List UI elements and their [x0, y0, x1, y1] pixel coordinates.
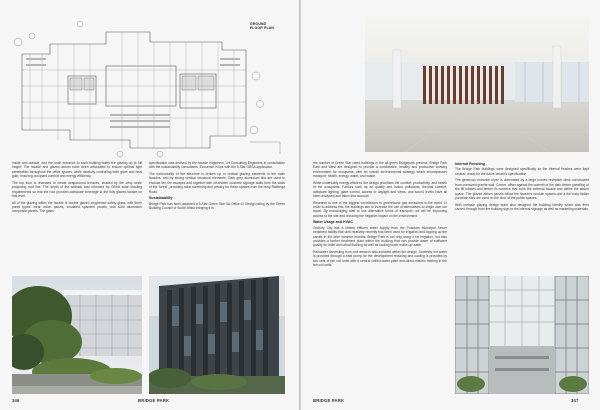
paragraph: the number of Green Star rated buildings in the all-green Bridgepark precinct, Bridge Park East and West are designed to provide a comfortable, healthy and productive working environment for occupants, with an overall environmental strategy which encompasses transport, health, energy, water, and waste. — [313, 161, 447, 179]
left-text-column-1 — [12, 161, 142, 216]
paragraph: With intricate playing design team also designed the building identity which was then carried through from the building sign to the internal signage as well as marketing materials. — [455, 202, 589, 212]
paragraph: Research is one of the biggest contributors to greenhouse gas emissions in the world. In order to address this, the buildings aim to increase the use of alternatives to single user car travel. By encouraging staff to use alternative forms of transport, we will be improving access to the site and reducing the negative impact on the environment. — [313, 200, 447, 218]
section-heading: Water Usage and HVAC — [313, 220, 353, 225]
right-page-number: 347 — [571, 398, 579, 403]
paragraph: The Bridge Park buildings were designed specifically so the internal finishes were kept neutral, ready for the future tenant's specification. — [455, 167, 589, 176]
left-running-head: BRIDGE PARK — [138, 398, 170, 403]
left-text-column-2 — [149, 161, 285, 213]
left-page-number: 346 — [12, 398, 20, 403]
section-heading: Sustainability — [149, 196, 173, 201]
paragraph: The generous entrance foyer is dominated by a large curved reception desk constructed from oversized granite wall. Corner, offset against the warmth of the dark timber panelling of the lift lobbies and timber fin screens that echo the external facade and define the atrium space. The glazed atrium panels follow the facade's module spaces and a full body Italian porcelain tiles are used on the floor of the public spaces. — [455, 178, 589, 201]
ground-floor-plan-drawing — [10, 14, 287, 158]
paragraph: The top floor is recessed to create wraparound terraces, shaded by the crisp white projecting roof line. The depth of the setback was informed by GBSA solar shading requirements so that the roof provides adequate coverage to the fully glazed facade on this level. — [12, 180, 142, 199]
plan-label-line-1: GROUND — [250, 22, 267, 26]
paragraph: Rainwater harvesting from roof areas is also included within the design. Domestic hot water is provided through a heat pump for the development reducing and cooling is provided by two sets of fan coil units with a central chilled water plant and direct electric heating in the fan coil units. — [313, 250, 447, 268]
right-text-column-2 — [455, 161, 589, 214]
atrium-photo — [455, 276, 589, 394]
right-running-head: BRIDGE PARK — [313, 398, 345, 403]
paragraph: specification was devised by the facade engineers, LH Consulting Engineers in consultation with the sustainability consultants, Ecosense in line with the 5 Star GBSA application. — [149, 161, 285, 170]
paragraph: All of the glazing within the facade is double glazed toughened safety glass, with three panel types: clear vision panels, insulated spandrel panels, and solid aluminium composite panels. The glass — [12, 200, 142, 214]
interior-foyer-photo — [365, 16, 589, 152]
plan-label-line-2: FLOOR PLAN — [250, 26, 275, 30]
paragraph: While undeniably energy-efficient, the design prioritises the comfort, productivity, and health of the occupants. Factors such as air quality and indoor pollutants, thermal comfort, adequate lighting, glare control, access to daylight and views, and sound levels have all been analysed and taken into account. — [313, 180, 447, 199]
paragraph: The horizontality of the structure is broken up in vertical glazing elements in the main facades, and by strong vertical structural elements. Dark grey aluminium fins are used to enclose the fire escapes and together with off-shutter concrete signage walls form the walls of the 'forest', providing solar screening and privacy for these spaces from the busy Rabenga Road. — [149, 172, 285, 194]
paragraph: Century City has a limited effluent water supply from the Potsdam Municipal Sewer treatment facility that until relatively recently has been used for irrigation and topping up the canals in the drier summer months. Bridge Park is not only using it for irrigation, but also provides a further treatment plant within the building that can provide water of sufficient quality for toilet and urinal flushing as well as cooling tower make-up water. — [313, 225, 447, 248]
building-exterior-photo — [12, 276, 142, 394]
paragraph: Bridge Park has been awarded a 5-Star Green Star SA Office v1 Design rating by the Green Building Council of South Africa bringing it in — [149, 201, 285, 211]
right-text-column-1 — [313, 161, 447, 270]
left-page — [0, 0, 299, 410]
right-page — [301, 0, 600, 410]
facade-fins-photo — [149, 276, 285, 394]
section-heading: Internal Finishing — [455, 162, 485, 166]
paragraph: inside and outside, and the main entrance to each building takes the glazing up to full height. The facade and glazed atrium have been articulated to ensure optimal light penetration throughout the office spaces, while carefully controlling both glare and heat gain, ensuring occupant comfort and energy efficiency. — [12, 161, 142, 179]
plan-label — [250, 22, 290, 30]
